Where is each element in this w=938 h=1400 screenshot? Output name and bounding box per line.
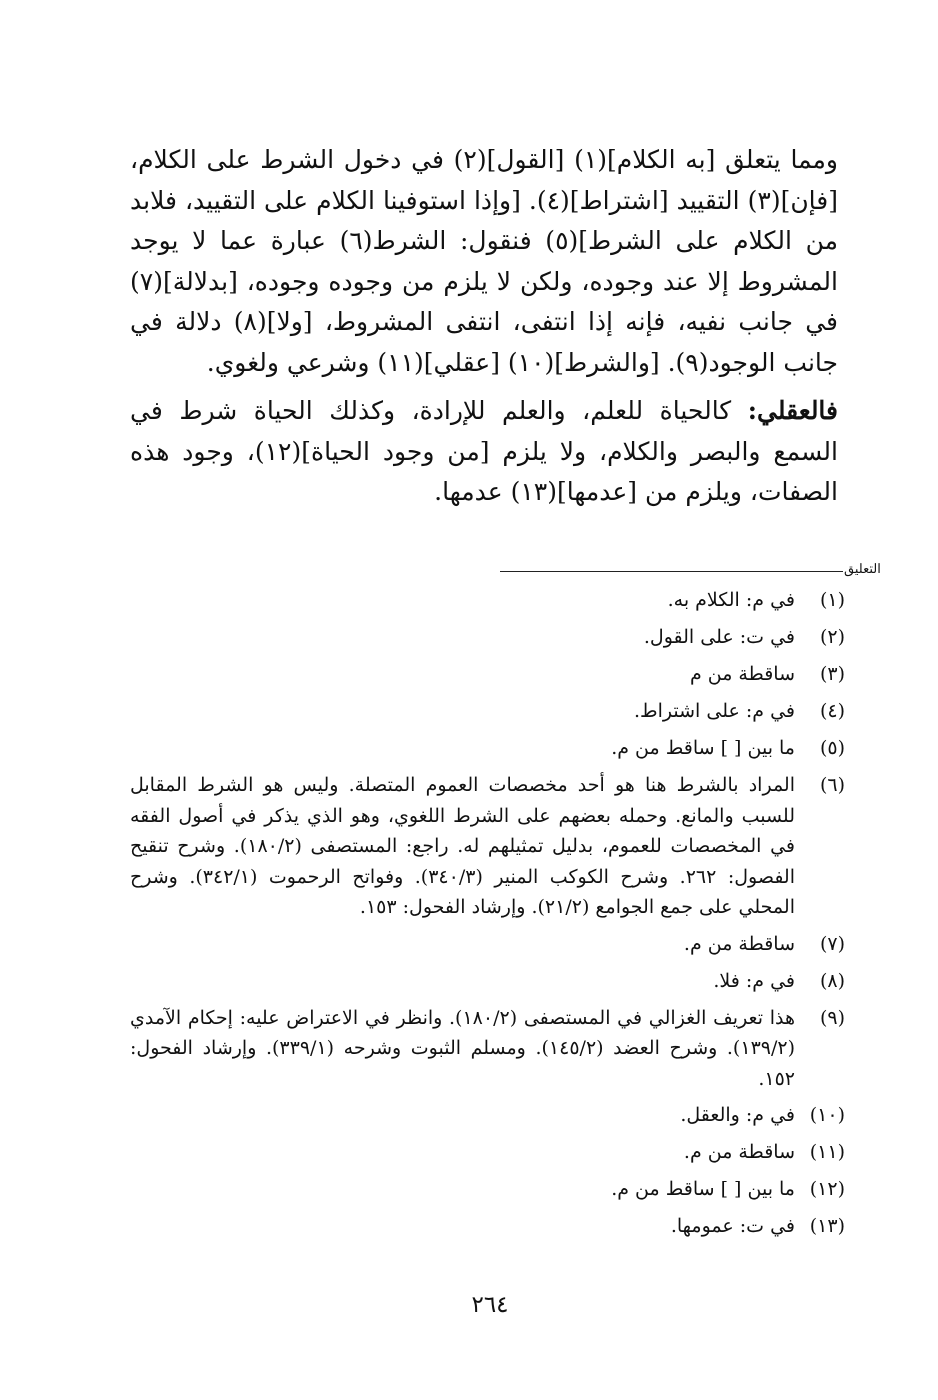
footnote-number: (١) [819,589,845,611]
footnote [130,1000,845,1098]
footnote [130,1134,845,1171]
footnote-number: (٧) [819,932,845,955]
footnote [130,619,845,656]
footnote [130,1171,845,1208]
footnote [130,926,845,963]
footnote-text: المراد بالشرط هنا هو أحد مخصصات العموم المتصلة. وليس هو الشرط المقابل للسبب والمانع. وحمله بعضهم على الشرط اللغوي، وهو الذي يذكر في أصول الفقه في المخصصات للعموم، بدليل تمثيلهم له. راجع: المستصفى (١٨٠/٢). وشرح تنقيح الفصول: ٢٦٢. وشرح الكوكب المنير (٣٤٠/٣). وفواتح الرحموت (٣٤٢/١). وشرح المحلي على جمع الجوامع (٢١/٢). وإرشاد الفحول: ١٥٣. [130,774,795,918]
footnote-text: في ت: عمومها. [670,1215,795,1237]
footnote-text: في م: والعقل. [680,1104,795,1126]
footnote [130,582,845,619]
main-text [130,140,838,513]
footnote-text: في م: على اشتراط. [634,700,795,722]
paragraph-2 [130,391,838,513]
footnote [130,656,845,693]
footnote [130,730,845,767]
footnote [130,693,845,730]
footnote-number: (٣) [819,663,845,685]
footnote-text: في ت: على القول. [643,626,795,648]
footnote-text: ساقطة من م [689,663,795,685]
footnote-text: في م: فلا. [713,969,795,992]
footnotes-label: التعليق [844,562,881,577]
footnote-text: في م: الكلام به. [667,589,795,611]
footnote-number: (٤) [819,700,845,722]
footnote [130,963,845,1000]
footnote-number: (١٣) [809,1215,845,1237]
footnote-number: (١٠) [809,1104,845,1126]
footnote-text: ما بين [ ] ساقط من م. [611,737,795,759]
footnote-number: (١١) [809,1141,845,1163]
paragraph-2-lead: فالعقلي: [747,396,838,425]
footnote-number: (٢) [819,626,845,648]
footnote-text: ساقطة من م. [683,932,795,955]
footnote [130,1208,845,1245]
footnote-number: (٥) [819,737,845,759]
footnote [130,767,845,926]
footnotes-divider [500,571,843,572]
footnote [130,1097,845,1134]
footnotes-list [130,582,845,1245]
footnote-number: (١٢) [809,1178,845,1200]
paragraph-1-text: ومما يتعلق [به الكلام](١) [القول](٢) في دخول الشرط على الكلام، [فإن](٣) التقييد [اشتراط](٤). [وإذا استوفينا الكلام على التقييد، فلابد من الكلام على الشرط](٥) فنقول: الشرط(٦) عبارة عما لا يوجد المشروط إلا عند وجوده، ولكن لا يلزم من وجوده وجوده، [بدلالة](٧) في جانب نفيه، فإنه إذا انتفى، انتفى المشروط، [ولا](٨) دلالة في جانب الوجود(٩). [والشرط](١٠) [عقلي](١١) وشرعي ولغوي. [130,145,839,377]
footnote-text: ساقطة من م. [683,1141,795,1163]
footnote-text: هذا تعريف الغزالي في المستصفى (١٨٠/٢). وانظر في الاعتراض عليه: إحكام الآمدي (١٣٩/٢). وشرح العضد (١٤٥/٢). ومسلم الثبوت وشرحه (٣٣٩/١). وإرشاد الفحول: ١٥٢. [130,1006,796,1090]
page-number: ٢٦٤ [471,1292,509,1318]
footnote-text: ما بين [ ] ساقط من م. [611,1178,795,1200]
footnote-number: (٦) [819,774,845,796]
paragraph-2-text: كالحياة للعلم، والعلم للإرادة، وكذلك الحياة شرط في السمع والبصر والكلام، ولا يلزم [من وجود الحياة](١٢)، وجود هذه الصفات، ويلزم من [عدمها](١٣) عدمها. [130,396,838,506]
footnote-number: (٨) [819,969,845,992]
footnote-number: (٩) [819,1006,845,1029]
paragraph-1 [130,140,838,383]
